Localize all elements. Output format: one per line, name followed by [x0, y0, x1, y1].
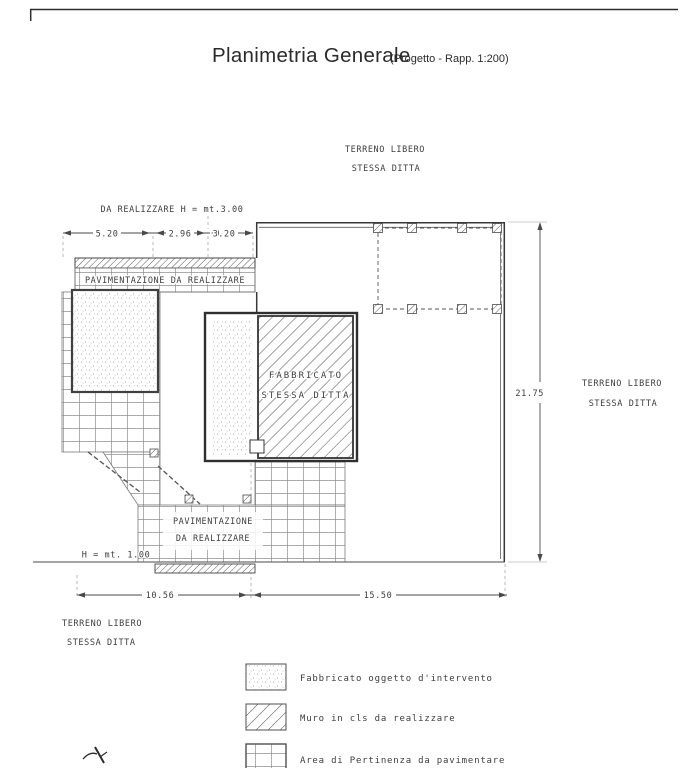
top-paving-strip: [75, 258, 255, 292]
dim-bottom-1: 10.56: [145, 591, 175, 601]
stippled-building-left: [72, 290, 158, 392]
legend-item: [246, 744, 505, 768]
drawing-title: [212, 44, 509, 67]
paving-lower-line1: PAVIMENTAZIONE: [172, 517, 254, 527]
stair-edge-2: [158, 466, 200, 504]
page-border: [30, 10, 678, 22]
legend-swatch-grid: [246, 744, 286, 768]
main-building: [205, 313, 357, 461]
legend-item: [246, 664, 493, 690]
legend-label: Area di Pertinenza da pavimentare: [300, 756, 506, 766]
canopy-dashed-outline: [378, 228, 501, 309]
terrain-label-right: [582, 379, 662, 409]
building-label-line2: STESSA DITTA: [261, 391, 351, 401]
building-notch: [250, 440, 264, 453]
terrain-right-line1: TERRENO LIBERO: [581, 379, 663, 389]
canopy-structure: [374, 224, 502, 314]
low-wall-height-note: H = mt. 1.00: [81, 550, 151, 561]
dim-top-2: 2.96: [168, 229, 192, 240]
terrain-top-line2: STESSA DITTA: [351, 164, 421, 174]
low-wall-strip: [155, 564, 255, 573]
legend-label: Fabbricato oggetto d'intervento: [300, 674, 493, 684]
dim-bottom-2: 15.50: [363, 591, 393, 601]
dim-right-height: 21.75: [515, 389, 544, 399]
terrain-label-bottom-left: [62, 619, 142, 648]
legend-swatch-stipple: [246, 664, 286, 690]
legend-item: [246, 704, 455, 730]
terrain-label-top: [345, 145, 425, 174]
paving-lower-line2: DA REALIZZARE: [175, 534, 251, 544]
legend: [246, 664, 505, 768]
terrain-top-line1: TERRENO LIBERO: [344, 145, 426, 155]
wall-to-build-strip: [75, 258, 255, 268]
legend-swatch-hatch: [246, 704, 286, 730]
canopy-columns: [374, 224, 502, 314]
terrain-right-line2: STESSA DITTA: [588, 399, 658, 409]
page-title: Planimetria Generale: [212, 44, 411, 67]
building-hatch-block: [258, 316, 353, 458]
grid-area-transition: [103, 452, 160, 505]
lower-paving-label: [163, 512, 263, 550]
terrain-bl-line2: STESSA DITTA: [67, 638, 136, 648]
bottom-dimension: [77, 564, 507, 601]
dim-top-1: 5.20: [95, 229, 119, 240]
wall-height-note: DA REALIZZARE H = mt.3.00: [100, 205, 244, 215]
building-label-line1: FABBRICATO: [268, 371, 344, 381]
pen-scribble-mark: [83, 747, 107, 763]
building-stipple-interior: [212, 320, 252, 455]
right-dimension: [508, 222, 547, 562]
terrain-bl-line1: TERRENO LIBERO: [62, 619, 143, 629]
paving-top-label: PAVIMENTAZIONE DA REALIZZARE: [84, 276, 246, 286]
grid-area-right: [255, 462, 345, 505]
page-title-suffix: (Progetto - Rapp. 1:200): [390, 53, 509, 65]
legend-label: Muro in cls da realizzare: [300, 714, 456, 724]
dim-top-3: 3.20: [212, 229, 236, 240]
